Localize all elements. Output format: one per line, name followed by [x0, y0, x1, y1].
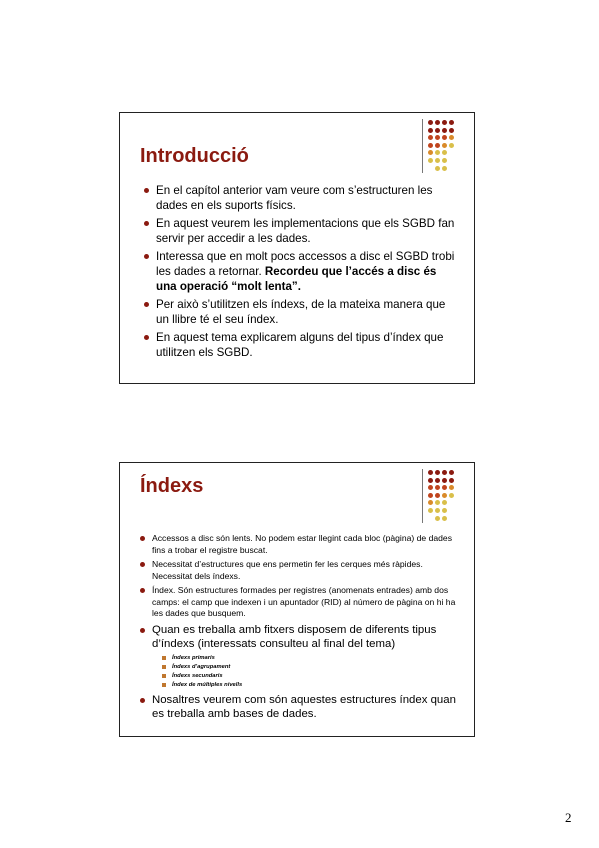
sub-bullet-list: [152, 654, 460, 690]
decorative-dot: [435, 143, 440, 148]
decorative-dot: [442, 500, 447, 505]
decorative-dot: [435, 150, 440, 155]
sub-bullet-item: Índexs secundaris: [162, 672, 460, 681]
bullet-item: En aquest tema explicarem alguns del tipus d’índex que utilitzen els SGBD.: [142, 330, 460, 360]
slide-indexs: [119, 462, 475, 737]
bullet-list: [142, 183, 460, 363]
bullet-item: Interessa que en molt pocs accessos a disc el SGBD trobi les dades a retornar. Recordeu que l’accés a disc és una operació “molt lenta”.: [142, 249, 460, 294]
decorative-dot: [435, 120, 440, 125]
decorative-dot: [449, 143, 454, 148]
page-number: 2: [565, 810, 572, 825]
decorative-dot: [442, 516, 447, 521]
decorative-dot: [442, 493, 447, 498]
bullet-item: Necessitat d’estructures que ens permetin fer les cerques més ràpides. Necessitat dels índexs.: [138, 559, 460, 582]
decorative-dot: [428, 493, 433, 498]
slide-title: Introducció: [140, 145, 249, 167]
sub-bullet-item: Índexs primaris: [162, 654, 460, 663]
slide-title: Índexs: [140, 475, 204, 497]
decorative-dot: [435, 166, 440, 171]
decorative-dot: [428, 478, 433, 483]
decorative-dot: [435, 500, 440, 505]
decorative-dot: [435, 470, 440, 475]
decorative-dot: [449, 128, 454, 133]
decorative-dot: [435, 508, 440, 513]
sub-bullet-item: Índexs d’agrupament: [162, 663, 460, 672]
decorative-dot: [442, 135, 447, 140]
decorative-dot: [435, 158, 440, 163]
decorative-dot: [442, 166, 447, 171]
decorative-dot: [442, 158, 447, 163]
decorative-dot: [428, 150, 433, 155]
decorative-dot: [428, 120, 433, 125]
decorative-dot: [449, 135, 454, 140]
decorative-dot: [435, 493, 440, 498]
decorative-dot: [442, 508, 447, 513]
bullet-list: [138, 533, 460, 725]
decorative-dot: [428, 158, 433, 163]
bullet-item: Accessos a disc són lents. No podem estar llegint cada bloc (pàgina) de dades fins a trobar el registre buscat.: [138, 533, 460, 556]
decorative-dot: [428, 128, 433, 133]
decorative-dot: [442, 143, 447, 148]
decorative-dot: [449, 493, 454, 498]
decorative-dot: [428, 143, 433, 148]
slide-introduccio: [119, 112, 475, 384]
bullet-item: Per això s’utilitzen els índexs, de la mateixa manera que un llibre té el seu índex.: [142, 297, 460, 327]
decorative-dot: [442, 128, 447, 133]
decorative-dot: [428, 485, 433, 490]
decorative-dot: [449, 485, 454, 490]
decorative-dot: [442, 478, 447, 483]
decorative-dot: [428, 470, 433, 475]
bullet-item: Quan es treballa amb fitxers disposem de diferents tipus d’índexs (interessats consulteu al final del tema) Índexs primaris Índexs d’agrupament Índexs secundaris Índex de múltiples nivells: [138, 623, 460, 690]
decorative-dot: [449, 478, 454, 483]
decorative-dot: [435, 485, 440, 490]
decorative-dot: [442, 120, 447, 125]
bold-emphasis: Recordeu que l’accés a disc és una operació “molt lenta”.: [156, 265, 437, 293]
bullet-item: Índex. Són estructures formades per registres (anomenats entrades) amb dos camps: el camp que indexen i un apuntador (RID) al número de pàgina on hi ha les dades que busquem.: [138, 585, 460, 620]
decorative-dot: [428, 508, 433, 513]
decorative-dot: [449, 120, 454, 125]
decorative-dot: [428, 135, 433, 140]
bullet-item: En aquest veurem les implementacions que els SGBD fan servir per accedir a les dades.: [142, 216, 460, 246]
decorative-dot: [428, 500, 433, 505]
decorative-dot: [442, 485, 447, 490]
decorative-dot: [449, 470, 454, 475]
decorative-dot: [435, 516, 440, 521]
decorative-dot: [435, 128, 440, 133]
decorative-dot-grid: [422, 469, 468, 523]
bullet-item: Nosaltres veurem com són aquestes estructures índex quan es treballa amb bases de dades.: [138, 693, 460, 722]
decorative-dot: [442, 470, 447, 475]
decorative-dot: [442, 150, 447, 155]
decorative-dot-grid: [422, 119, 468, 173]
sub-bullet-item: Índex de múltiples nivells: [162, 681, 460, 690]
bullet-item: En el capítol anterior vam veure com s’estructuren les dades en els suports físics.: [142, 183, 460, 213]
decorative-dot: [435, 135, 440, 140]
decorative-dot: [435, 478, 440, 483]
